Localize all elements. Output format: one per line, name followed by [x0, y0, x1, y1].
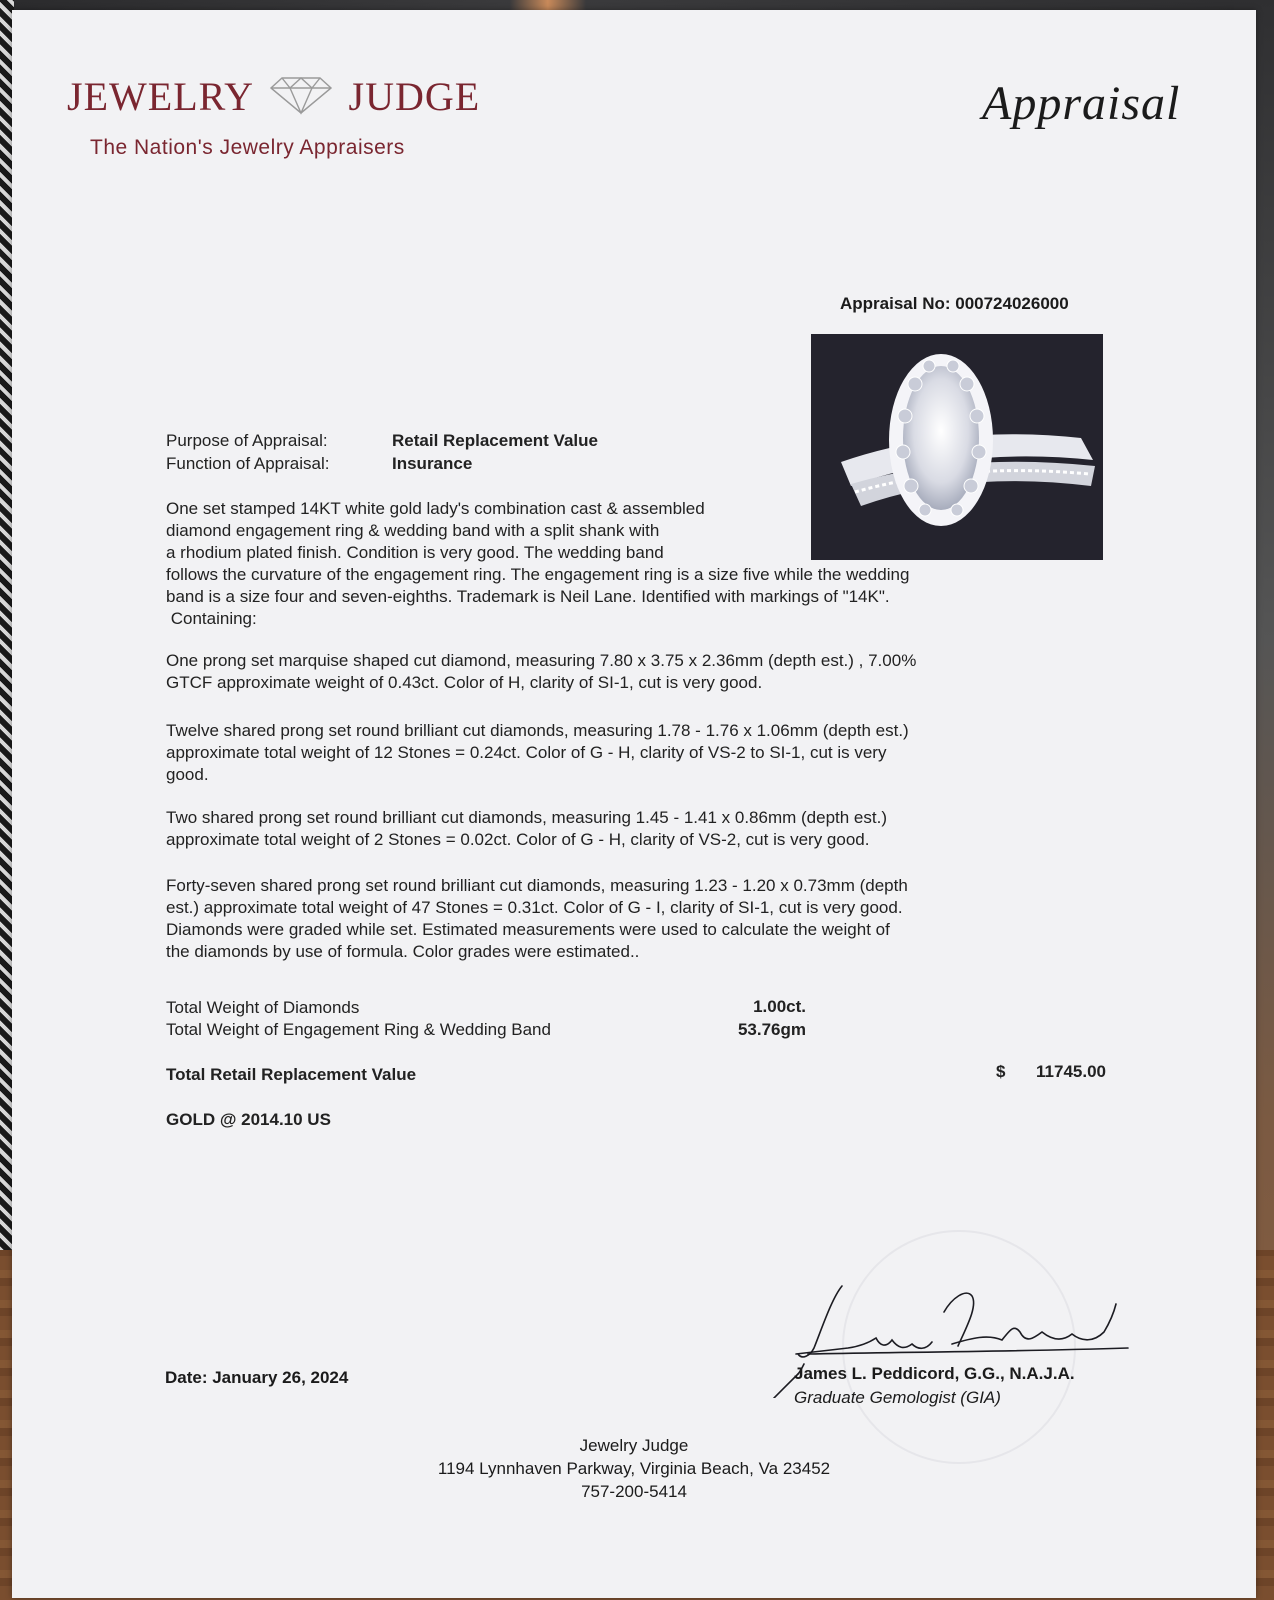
stone-line: approximate total weight of 12 Stones = 0.24ct. Color of G - H, clarity of VS-2 to SI-1, cut is very	[166, 743, 887, 762]
replacement-value: 11745.00	[1036, 1062, 1106, 1081]
logo-word-left: JEWELRY	[67, 74, 253, 119]
footer-company: Jewelry Judge	[579, 1436, 689, 1455]
logo-word-right: JUDGE	[348, 74, 481, 119]
stone-line: good.	[166, 765, 209, 784]
description-line: Containing:	[166, 609, 257, 628]
stone-line: Twelve shared prong set round brilliant cut diamonds, measuring 1.78 - 1.76 x 1.06mm (depth est.)	[166, 721, 909, 740]
currency-symbol: $	[996, 1062, 1006, 1081]
stone-line: est.) approximate total weight of 47 Stones = 0.31ct. Color of G - I, clarity of SI-1, cut is very good.	[166, 898, 903, 917]
total-diamonds-value: 1.00ct.	[753, 997, 806, 1016]
replacement-value-label: Total Retail Replacement Value	[166, 1065, 417, 1084]
appraisal-number: Appraisal No: 000724026000	[840, 294, 1069, 313]
stone-line: GTCF approximate weight of 0.43ct. Color of H, clarity of SI-1, cut is very good.	[166, 673, 763, 692]
description-line: One set stamped 14KT white gold lady's combination cast & assembled	[166, 499, 705, 518]
appraisal-date: Date: January 26, 2024	[165, 1368, 349, 1387]
diamond-icon	[268, 72, 334, 116]
description-line: diamond engagement ring & wedding band with a split shank with	[166, 521, 660, 540]
stone-entry	[166, 650, 1046, 694]
stone-line: Diamonds were graded while set. Estimated measurements were used to calculate the weight of	[166, 920, 890, 939]
footer	[12, 1434, 1256, 1503]
company-logo	[67, 72, 480, 120]
total-metal-label: Total Weight of Engagement Ring & Wedding Band	[166, 1020, 551, 1039]
stone-line: Forty-seven shared prong set round brilliant cut diamonds, measuring 1.23 - 1.20 x 0.73mm (depth	[166, 876, 908, 895]
total-metal-value: 53.76gm	[737, 1020, 806, 1039]
description-line: band is a size four and seven-eighths. Trademark is Neil Lane. Identified with markings of "14K".	[166, 587, 890, 606]
purpose-label: Purpose of Appraisal:	[166, 431, 328, 450]
description-line: a rhodium plated finish. Condition is very good. The wedding band	[166, 543, 664, 562]
signer-name: James L. Peddicord, G.G., N.A.J.A.	[794, 1364, 1075, 1383]
description-line: follows the curvature of the engagement ring. The engagement ring is a size five while the wedding	[166, 565, 910, 584]
function-value: Insurance	[392, 454, 473, 473]
stone-line: Two shared prong set round brilliant cut diamonds, measuring 1.45 - 1.41 x 0.86mm (depth est.)	[166, 808, 887, 827]
gold-price: GOLD @ 2014.10 US	[166, 1110, 331, 1129]
appraisal-document	[12, 10, 1256, 1598]
stone-entry	[166, 807, 1046, 851]
purpose-value: Retail Replacement Value	[392, 431, 598, 450]
stone-entry	[166, 875, 1046, 963]
total-diamonds-label: Total Weight of Diamonds	[166, 998, 360, 1017]
stone-line: approximate total weight of 2 Stones = 0.02ct. Color of G - H, clarity of VS-2, cut is very good.	[166, 830, 870, 849]
stone-entry	[166, 720, 1046, 786]
company-tagline: The Nation's Jewelry Appraisers	[90, 136, 405, 159]
item-description	[166, 498, 1046, 630]
function-label: Function of Appraisal:	[166, 454, 330, 473]
document-title: Appraisal	[982, 77, 1181, 130]
stone-line: One prong set marquise shaped cut diamond, measuring 7.80 x 3.75 x 2.36mm (depth est.) , 7.00%	[166, 651, 917, 670]
stone-line: the diamonds by use of formula. Color grades were estimated..	[166, 942, 640, 961]
footer-address: 1194 Lynnhaven Parkway, Virginia Beach, Va 23452	[437, 1459, 831, 1478]
signer-title: Graduate Gemologist (GIA)	[794, 1388, 1001, 1407]
footer-phone: 757-200-5414	[581, 1482, 687, 1501]
